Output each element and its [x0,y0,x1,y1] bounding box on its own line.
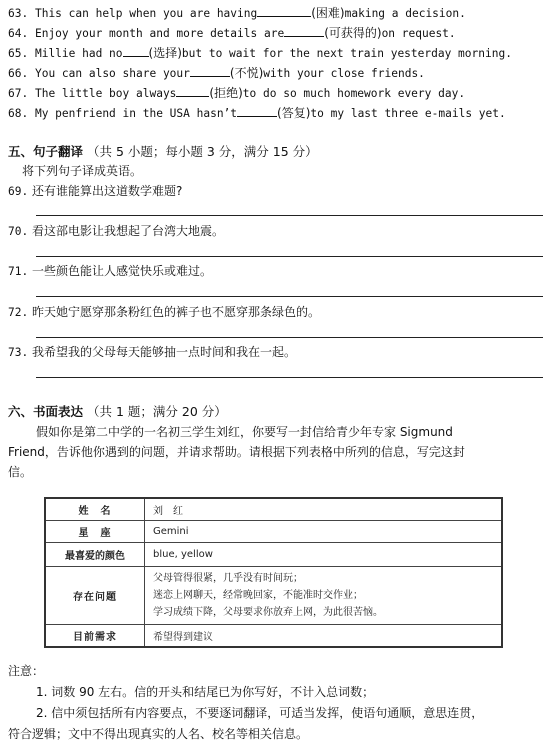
table-key: 目前需求 [45,624,145,647]
section6-header [8,404,227,420]
section-title: 五、句子翻译 [8,144,84,159]
note-2-cont: 符合逻辑；文中不得出现真实的人名、校名等相关信息。 [8,727,309,741]
answer-blank[interactable] [257,6,311,17]
question-number: 64. [8,27,29,40]
table-value: 刘 红 [145,498,503,520]
table-row [45,566,502,624]
note-2: 2. 信中须包括所有内容要点，不要逐词翻译，可适当发挥，使语句通顺，意思连贯， [36,706,484,720]
answer-blank[interactable] [237,106,277,117]
table-row [45,624,502,647]
question-number: 67. [8,87,29,100]
question-64: 64. Enjoy your month and more details are (可获得的)on request. [8,26,456,40]
question-63: 63. This can help when you are having (困难)making a decision. [8,6,466,20]
note-1: 1. 词数 90 左右。信的开头和结尾已为你写好，不计入总词数； [36,685,375,699]
answer-blank[interactable] [284,26,324,37]
section5-header [8,144,318,160]
question-number: 66. [8,67,29,80]
section-info: （共 1 题；满分 20 分） [87,404,227,419]
question-number: 65. [8,47,29,60]
question-68: 68. My penfriend in the USA hasn’t (答复)to my last three e-mails yet. [8,106,506,120]
table-key: 最喜爱的颜色 [45,542,145,566]
section-title: 六、书面表达 [8,404,84,419]
question-67: 67. The little boy always (拒绝)to do so much homework every day. [8,86,466,100]
answer-line[interactable] [36,337,543,338]
answer-line[interactable] [36,377,543,378]
table-key: 存在问题 [45,566,145,624]
table-key: 星 座 [45,520,145,542]
table-value: Gemini [145,520,503,542]
answer-blank[interactable] [190,66,230,77]
answer-line[interactable] [36,296,543,297]
info-table [44,497,503,648]
question-73: 73. 我希望我的父母每天能够抽一点时间和我在一起。 [8,345,297,359]
section5-instruction: 将下列句子译成英语。 [22,164,143,178]
table-value: blue, yellow [145,542,503,566]
question-number: 68. [8,107,29,120]
section-info: （共 5 小题；每小题 3 分，满分 15 分） [87,144,318,159]
table-value: 父母管得很紧，几乎没有时间玩； 迷恋上网聊天，经常晚回家，不能准时交作业； 学习成绩下降，父母要求你放弃上网，为此很苦恼。 [145,566,503,624]
table-key: 姓 名 [45,498,145,520]
question-65: 65. Millie had no (选择)but to wait for the next train yesterday morning. [8,46,512,60]
answer-blank[interactable] [176,86,209,97]
question-66: 66. You can also share your (不悦)with your close friends. [8,66,425,80]
table-row [45,542,502,566]
table-row [45,498,502,520]
table-value: 希望得到建议 [145,624,503,647]
answer-line[interactable] [36,256,543,257]
question-70: 70. 看这部电影让我想起了台湾大地震。 [8,224,225,238]
question-number: 63. [8,7,29,20]
answer-blank[interactable] [123,46,149,57]
question-72: 72. 昨天她宁愿穿那条粉红色的裤子也不愿穿那条绿色的。 [8,305,321,319]
question-71: 71. 一些颜色能让人感觉快乐或难过。 [8,264,213,278]
table-row [45,520,502,542]
writing-prompt: 假如你是第二中学的一名初三学生刘红，你要写一封信给青少年专家 Sigmund Friend，告诉他你遇到的问题，并请求帮助。请根据下列表格中所列的信息，写完这封 信。 [8,425,465,479]
question-69: 69. 还有谁能算出这道数学难题? [8,184,183,198]
answer-line[interactable] [36,215,543,216]
notes-title: 注意： [8,664,45,678]
